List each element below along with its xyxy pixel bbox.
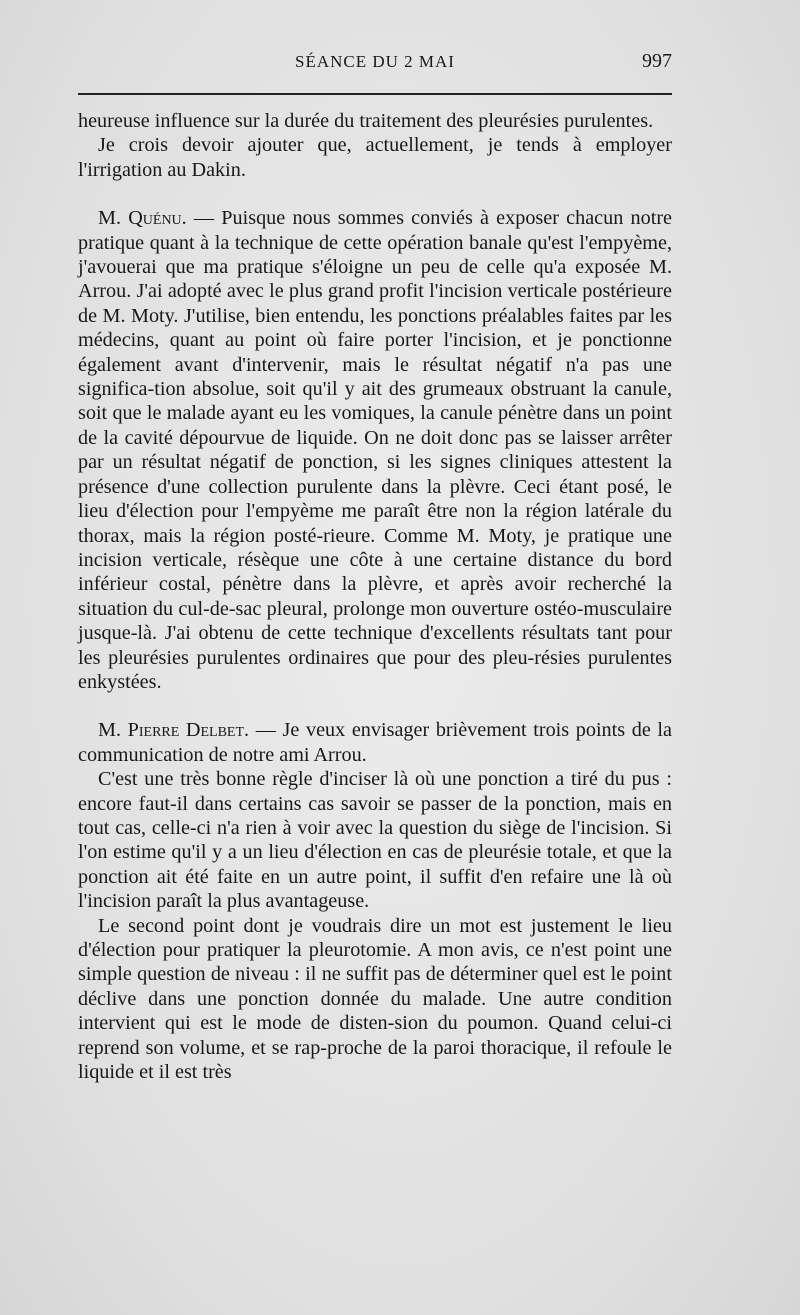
paragraph (78, 109, 672, 133)
body-text (78, 109, 672, 1084)
paragraph-quenu (78, 206, 672, 694)
paragraph (78, 767, 672, 913)
paragraph-text: — Je veux envisager brièvement trois points de la communication de notre ami Arrou. (78, 719, 672, 766)
paragraph-text: heureuse influence sur la durée du traitement des pleurésies purulentes. (78, 110, 654, 132)
speaker-name: M. Pierre Delbet. (98, 719, 250, 742)
running-title: SÉANCE DU 2 MAI (295, 52, 455, 71)
header-rule (78, 93, 672, 95)
paragraph-text: Je crois devoir ajouter que, actuellement, je tends à employer l'irrigation au Dakin. (78, 134, 672, 181)
paragraph-text: — Puisque nous sommes conviés à exposer chacun notre pratique quant à la technique de cette opération banale qu'est l'empyème, j'avouerai que ma pratique s'éloigne un peu de celle qu'a exposée M. Arrou. J'ai adopté avec le plus grand profit l'incision verticale postérieure de M. Moty. J'utilise, bien entendu, les ponctions préalables faites par les médecins, quant au point où faire porter l'incision, et je ponctionne également avant d'intervenir, mais le résultat négatif n'a pas une significa-tion absolue, soit qu'il y ait des grumeaux obstruant la canule, soit que le malade ayant eu les vomiques, la canule pénètre dans un point de la cavité dépourvue de liquide. On ne doit donc pas se laisser arrêter par un résultat négatif de ponction, si les signes cliniques attestent la présence d'une collection purulente dans la plèvre. Ceci étant posé, le lieu d'élection pour l'empyème me paraît être non la région latérale du thorax, mais la région posté-rieure. Comme M. Moty, je pratique une incision verticale, résèque une côte à une certaine distance du bord inférieur costal, pénètre dans la plèvre, et après avoir recherché la situation du cul-de-sac pleural, prolonge mon ouverture ostéo-musculaire jusque-là. J'ai obtenu de cette technique d'excellents résultats tant pour les pleurésies purulentes ordinaires que pour des pleu-résies purulentes enkystées. (78, 207, 672, 693)
paragraph-delbet (78, 718, 672, 767)
page-number: 997 (642, 50, 672, 72)
paragraph (78, 133, 672, 182)
paragraph (78, 914, 672, 1085)
paragraph-text: C'est une très bonne règle d'inciser là où une ponction a tiré du pus : encore faut-il dans certains cas savoir se passer de la ponction, mais en tout cas, celle-ci n'a rien à voir avec la question du siège de l'incision. Si l'on estime qu'il y a un lieu d'élection en cas de pleurésie totale, et que la ponction ait été faite en un autre point, il suffit d'en refaire une là où l'incision paraît la plus avantageuse. (78, 768, 672, 913)
paragraph-text: Le second point dont je voudrais dire un mot est justement le lieu d'élection pour pratiquer la pleurotomie. A mon avis, ce n'est point une simple question de niveau : il ne suffit pas de déterminer quel est le point déclive dans une ponction donnée du malade. Une autre condition intervient qui est le mode de disten-sion du poumon. Quand celui-ci reprend son volume, et se rap-proche de la paroi thoracique, il refoule le liquide et il est très (78, 914, 672, 1084)
speaker-name: M. Quénu. (98, 207, 187, 230)
page-header (78, 52, 672, 82)
